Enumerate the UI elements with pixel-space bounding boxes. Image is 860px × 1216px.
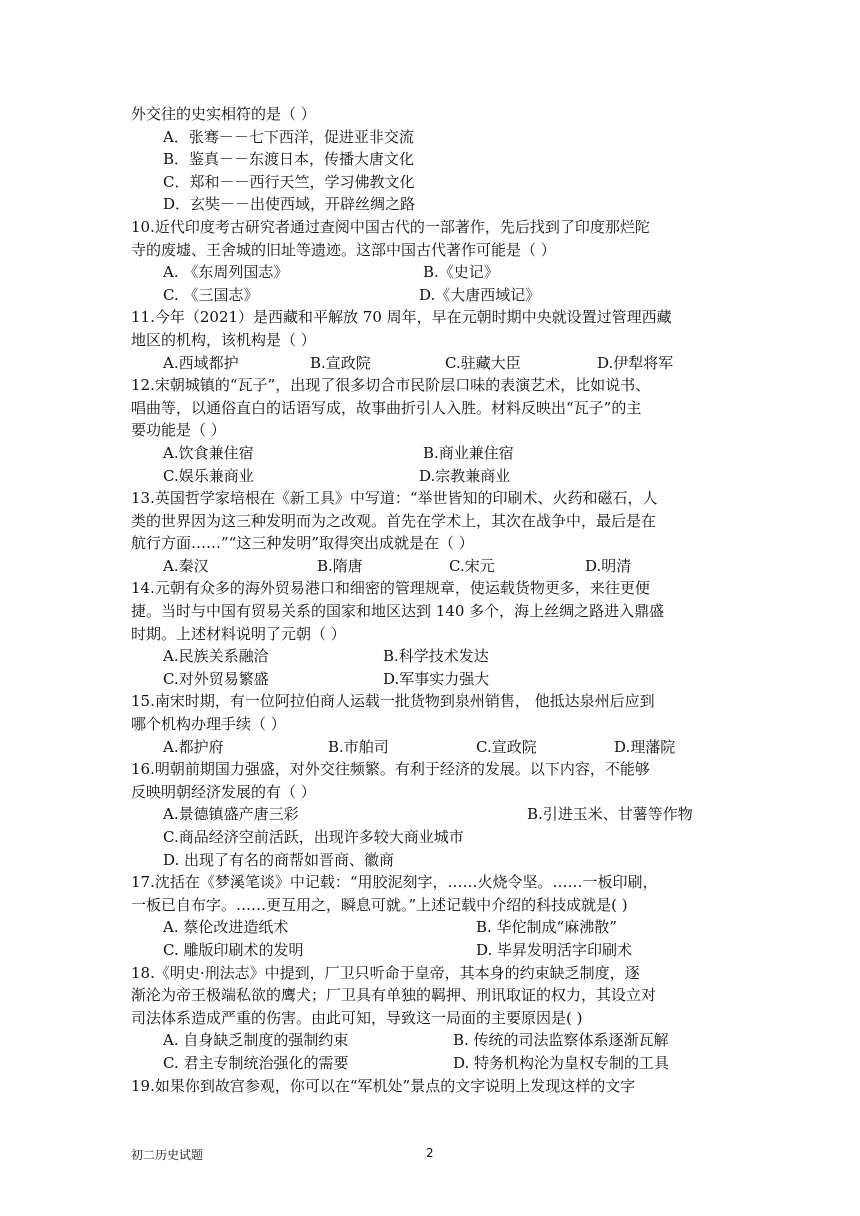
question-13-option-d: D.明清 [585,556,632,575]
question-10-options-row-1 [131,261,731,284]
question-17-option-a: A. 蔡伦改进造纸术 [163,918,289,937]
question-13-stem-line-2: 类的世界因为这三种发明而为之改观。首先在学术上，其次在战争中，最后是在 [131,511,657,530]
question-11-option-c: C.驻藏大臣 [445,353,521,372]
question-17-stem-line-1: 17.沈括在《梦溪笔谈》中记载：“用胶泥刻字，……火烧令坚。……一板印刷， [131,873,658,892]
question-12-options-row-2 [131,465,731,488]
question-12-options-row-1 [131,442,731,465]
question-18-stem-line-3: 司法体系造成严重的伤害。由此可知，导致这一局面的主要原因是( ) [131,1008,583,1027]
question-9-option-d: D．玄奘－－出使西域，开辟丝绸之路 [163,195,416,214]
question-16-stem-line-2: 反映明朝经济发展的有（ ） [131,782,316,801]
question-18-stem-line-2: 渐沦为帝王极端私欲的鹰犬；厂卫具有单独的羁押、刑讯取证的权力，其设立对 [131,986,657,1005]
question-14-options-row-1 [131,645,731,668]
question-17-stem-line-2: 一板已自布字。……更互用之，瞬息可就。”上述记载中介绍的科技成就是( ) [131,895,628,914]
question-11-option-b: B.宣政院 [310,353,371,372]
question-18-option-a: A. 自身缺乏制度的强制约束 [163,1031,349,1050]
question-12-option-b: B.商业兼住宿 [423,443,514,462]
question-12-stem-line-2: 唱曲等，以通俗直白的话语写成，故事曲折引人入胜。材料反映出“瓦子”的主 [131,398,642,417]
question-18-option-b: B. 传统的司法监察体系逐渐瓦解 [453,1031,669,1050]
question-18-options-row-2 [131,1052,731,1075]
question-9-option-a: A．张骞－－七下西洋，促进亚非交流 [163,127,414,146]
question-17-option-b: B. 华佗制成“麻沸散” [476,918,617,937]
question-10-stem-line-1: 10.近代印度考古研究者通过查阅中国古代的一部著作，先后找到了印度那烂陀 [131,217,650,236]
question-18-options-row-1 [131,1029,731,1052]
question-16-option-d: D. 出现了有名的商帮如晋商、徽商 [163,850,395,869]
question-16-option-a: A.景德镇盛产唐三彩 [163,805,299,824]
question-10-option-b: B.《史记》 [423,263,499,282]
question-17-options-row-2 [131,939,731,962]
question-10-option-a: A. 《东周列国志》 [163,263,289,282]
question-13-option-b: B.隋唐 [317,556,363,575]
question-15-option-d: D.理藩院 [614,737,676,756]
question-11-option-d: D.伊犁将军 [597,353,674,372]
question-16-options-row-1 [131,803,731,826]
question-13-option-a: A.秦汉 [163,556,209,575]
question-14-option-c: C.对外贸易繁盛 [163,669,269,688]
question-14-stem-line-2: 捷。当时与中国有贸易关系的国家和地区达到 140 多个，海上丝绸之路进入鼎盛 [131,602,665,621]
question-11-options-row [131,352,731,375]
question-13-options-row [131,555,731,578]
question-13-option-c: C.宋元 [449,556,495,575]
question-10-options-row-2 [131,284,731,307]
question-12-stem-line-1: 12.宋朝城镇的“瓦子”，出现了很多切合市民阶层口味的表演艺术，比如说书、 [131,376,651,395]
question-18-option-d: D. 特务机构沦为皇权专制的工具 [453,1053,670,1072]
question-14-stem-line-3: 时期。上述材料说明了元朝（ ） [131,624,346,643]
question-12-option-c: C.娱乐兼商业 [163,466,254,485]
question-10-option-c: C. 《三国志》 [163,285,259,304]
question-10-option-d: D.《大唐西域记》 [419,285,541,304]
question-15-options-row [131,736,731,759]
question-10-stem-line-2: 寺的废墟、王舍城的旧址等遗迹。这部中国古代著作可能是（ ） [131,240,556,259]
question-11-option-a: A.西域都护 [163,353,239,372]
question-16-stem-line-1: 16.明朝前期国力强盛，对外交往频繁。有利于经济的发展。以下内容，不能够 [131,760,650,779]
question-17-option-c: C. 雕版印刷术的发明 [163,940,304,959]
question-14-option-a: A.民族关系融洽 [163,647,269,666]
question-13-stem-line-1: 13.英国哲学家培根在《新工具》中写道：“举世皆知的印刷术、火药和磁石，人 [131,489,658,508]
question-12-option-d: D.宗教兼商业 [419,466,511,485]
question-9-option-b: B．鉴真－－东渡日本，传播大唐文化 [163,150,415,169]
question-18-stem-line-1: 18.《明史·刑法志》中提到，厂卫只听命于皇帝，其本身的约束缺乏制度，逐 [131,963,640,982]
question-18-option-c: C. 君主专制统治强化的需要 [163,1053,349,1072]
question-15-stem-line-2: 哪个机构办理手续（ ） [131,715,286,734]
question-13-stem-line-3: 航行方面……”“这三种发明”取得突出成就是在（ ） [131,534,474,553]
question-15-option-a: A.都护府 [163,737,224,756]
question-9-stem-line-1: 外交往的史实相符的是（ ） [131,105,316,123]
question-17-options-row-1 [131,916,731,939]
question-15-option-c: C.宣政院 [476,737,537,756]
footer-exam-title: 初二历史试题 [131,1148,204,1162]
question-14-stem-line-1: 14.元朝有众多的海外贸易港口和细密的管理规章，使运载货物更多，来往更便 [131,579,650,598]
question-16-option-b: B.引进玉米、甘薯等作物 [527,805,693,824]
question-19-stem-line-1: 19.如果你到故宫参观，你可以在“军机处”景点的文字说明上发现这样的文字 [131,1076,636,1095]
footer-page-number: 2 [426,1146,434,1160]
question-14-option-b: B.科学技术发达 [383,647,489,666]
question-12-stem-line-3: 要功能是（ ） [131,421,226,440]
exam-page [131,103,731,1097]
question-17-option-d: D. 毕昇发明活字印刷术 [476,940,633,959]
question-14-options-row-2 [131,668,731,691]
question-11-stem-line-2: 地区的机构，该机构是（ ） [131,330,316,349]
question-14-option-d: D.军事实力强大 [383,669,490,688]
question-11-stem-line-1: 11.今年（2021）是西藏和平解放 70 周年，早在元朝时期中央就设置过管理西藏 [131,308,672,327]
question-15-stem-line-1: 15.南宋时期，有一位阿拉伯商人运载一批货物到泉州销售， 他抵达泉州后应到 [131,692,655,711]
question-15-option-b: B.市舶司 [328,737,389,756]
question-16-option-c: C.商品经济空前活跃，出现许多较大商业城市 [163,828,464,846]
question-12-option-a: A.饮食兼住宿 [163,443,254,462]
question-9-option-c: C．郑和－－西行天竺，学习佛教文化 [163,172,415,191]
